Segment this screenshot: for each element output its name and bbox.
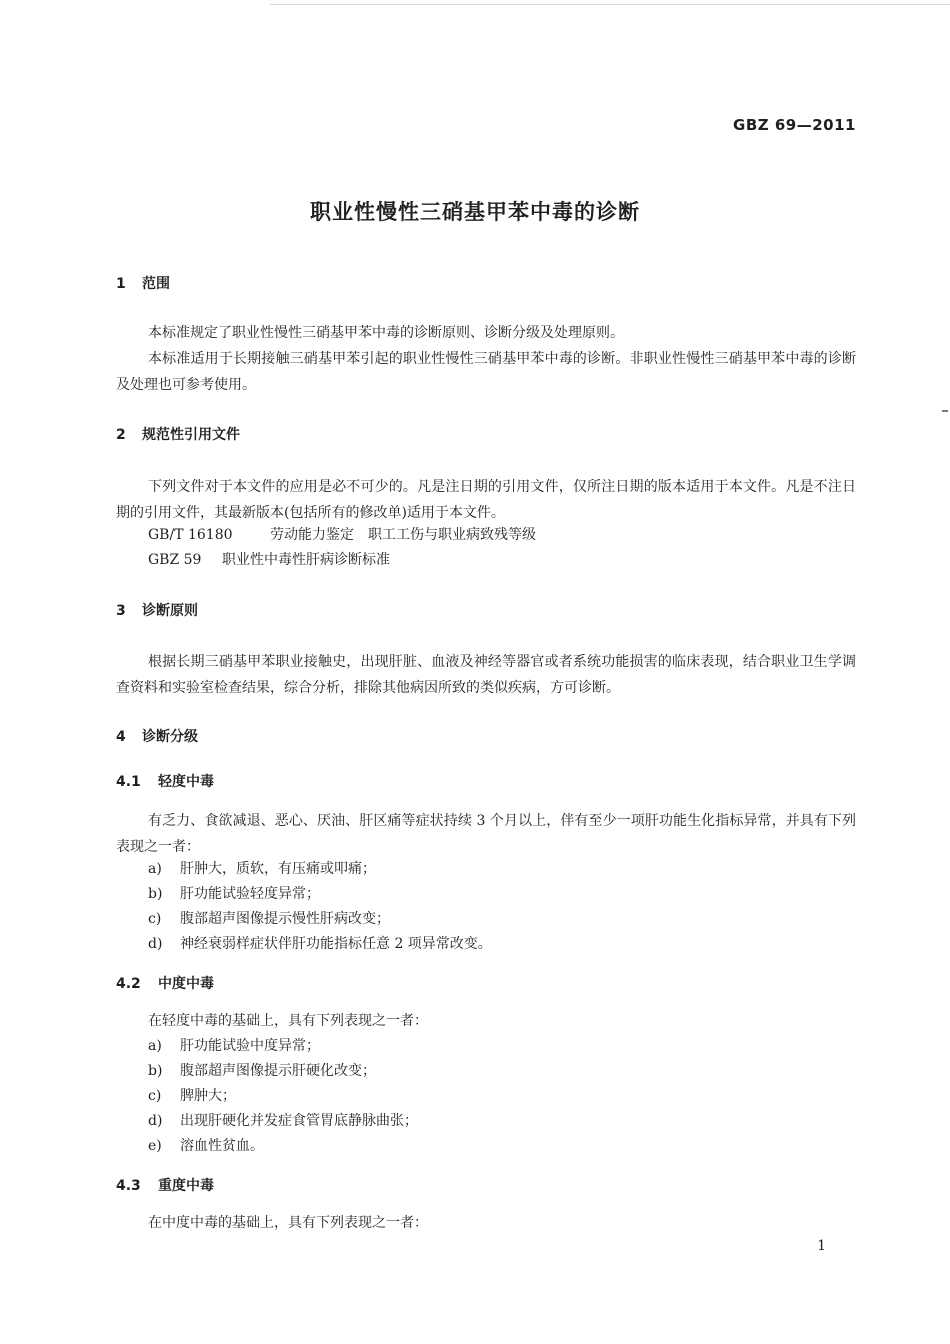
section-4-2-heading	[116, 973, 214, 993]
list-item-text: 腹部超声图像提示慢性肝病改变；	[180, 911, 390, 927]
list-item-label: a)	[148, 1038, 162, 1054]
section-title: 诊断分级	[142, 729, 198, 745]
list-item-text: 肝功能试验中度异常；	[180, 1038, 320, 1054]
reference-code: GB/T 16180	[148, 527, 233, 543]
reference-code: GBZ 59	[148, 552, 202, 568]
section-title: 规范性引用文件	[142, 427, 240, 443]
section-4-3-intro: 在中度中毒的基础上，具有下列表现之一者：	[148, 1215, 428, 1231]
list-item	[148, 1083, 236, 1109]
list-item	[148, 1033, 320, 1059]
section-title: 中度中毒	[158, 976, 214, 992]
section-number: 4.3	[116, 1178, 141, 1194]
list-item-text: 肝功能试验轻度异常；	[180, 886, 320, 902]
section-number: 4	[116, 729, 126, 745]
section-4-1-heading	[116, 771, 214, 791]
list-item	[148, 1133, 264, 1159]
section-title: 范围	[142, 276, 170, 292]
scan-edge-line	[270, 4, 950, 5]
list-item	[148, 906, 390, 932]
list-item-label: a)	[148, 861, 162, 877]
section-number: 4.2	[116, 976, 141, 992]
standard-code: GBZ 69—2011	[733, 116, 856, 134]
scan-mark	[942, 410, 948, 412]
list-item-text: 肝肿大，质软，有压痛或叩痛；	[180, 861, 376, 877]
section-number: 4.1	[116, 774, 141, 790]
section-2-paragraph-1: 下列文件对于本文件的应用是必不可少的。凡是注日期的引用文件，仅所注日期的版本适用于本文件。凡是不注日期的引用文件，其最新版本(包括所有的修改单)适用于本文件。	[116, 479, 856, 521]
list-item-text: 溶血性贫血。	[180, 1138, 264, 1154]
list-item	[148, 856, 376, 882]
list-item-text: 脾肿大；	[180, 1088, 236, 1104]
reference-title: 劳动能力鉴定 职工工伤与职业病致残等级	[270, 527, 536, 543]
section-title: 轻度中毒	[158, 774, 214, 790]
section-4-heading	[116, 726, 198, 746]
section-number: 2	[116, 427, 126, 443]
section-number: 3	[116, 603, 126, 619]
list-item-label: d)	[148, 936, 163, 952]
list-item	[148, 881, 320, 907]
list-item-label: d)	[148, 1113, 163, 1129]
section-3-paragraph-1: 根据长期三硝基甲苯职业接触史，出现肝脏、血液及神经等器官或者系统功能损害的临床表现，结合职业卫生学调查资料和实验室检查结果，综合分析，排除其他病因所致的类似疾病，方可诊断。	[116, 654, 856, 696]
reference-title: 职业性中毒性肝病诊断标准	[222, 552, 390, 568]
list-item-text: 出现肝硬化并发症食管胃底静脉曲张；	[180, 1113, 418, 1129]
section-2-heading	[116, 424, 240, 444]
section-4-1-intro: 有乏力、食欲减退、恶心、厌油、肝区痛等症状持续 3 个月以上，伴有至少一项肝功能生化指标异常，并具有下列表现之一者：	[116, 813, 856, 855]
section-title: 诊断原则	[142, 603, 198, 619]
section-1-paragraph-2: 本标准适用于长期接触三硝基甲苯引起的职业性慢性三硝基甲苯中毒的诊断。非职业性慢性三硝基甲苯中毒的诊断及处理也可参考使用。	[116, 351, 856, 393]
list-item	[148, 1058, 376, 1084]
list-item-label: b)	[148, 886, 163, 902]
document-title: 职业性慢性三硝基甲苯中毒的诊断	[310, 200, 640, 224]
section-3-heading	[116, 600, 198, 620]
section-4-2-intro: 在轻度中毒的基础上，具有下列表现之一者：	[148, 1013, 428, 1029]
section-1-paragraph-1: 本标准规定了职业性慢性三硝基甲苯中毒的诊断原则、诊断分级及处理原则。	[148, 325, 624, 341]
list-item-label: e)	[148, 1138, 162, 1154]
section-4-3-heading	[116, 1175, 214, 1195]
list-item	[148, 931, 492, 957]
section-1-heading	[116, 273, 170, 293]
section-title: 重度中毒	[158, 1178, 214, 1194]
section-number: 1	[116, 276, 126, 292]
list-item-label: b)	[148, 1063, 163, 1079]
normative-reference	[148, 547, 390, 573]
list-item-text: 神经衰弱样症状伴肝功能指标任意 2 项异常改变。	[180, 936, 492, 952]
page-number: 1	[817, 1238, 826, 1254]
list-item-label: c)	[148, 1088, 162, 1104]
list-item	[148, 1108, 418, 1134]
list-item-text: 腹部超声图像提示肝硬化改变；	[180, 1063, 376, 1079]
list-item-label: c)	[148, 911, 162, 927]
normative-reference	[148, 522, 536, 548]
